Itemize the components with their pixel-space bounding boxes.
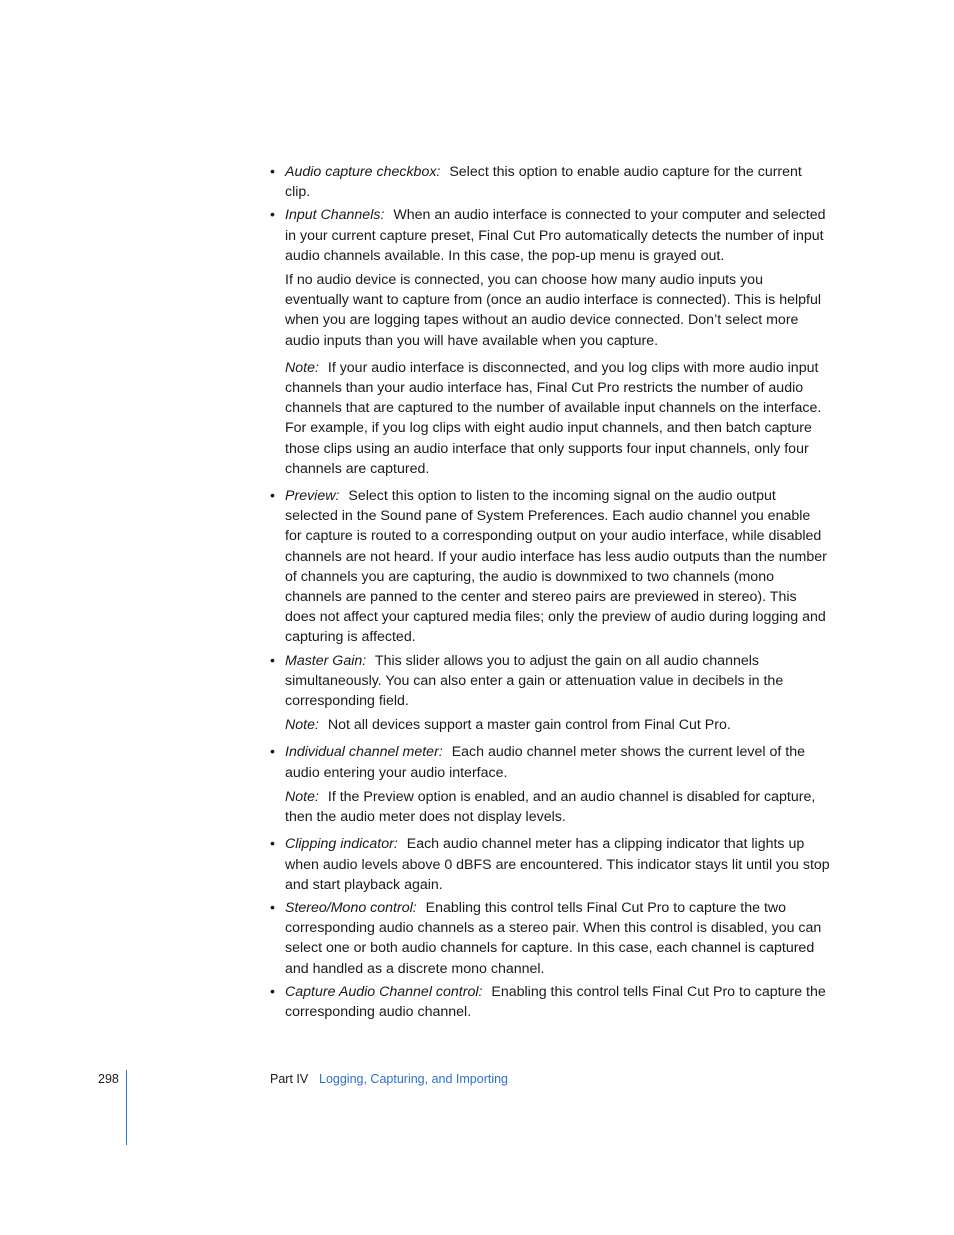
item-text: Each audio channel meter shows the current level of the audio entering your audio interface. (285, 744, 806, 781)
list-item (270, 982, 830, 1022)
note-label: Note: (285, 359, 319, 376)
bullet-icon: • (270, 899, 275, 916)
page-number: 298 (98, 1072, 119, 1086)
note-text: Not all devices support a master gain control from Final Cut Pro. (327, 717, 731, 734)
list-item (270, 486, 830, 648)
note-paragraph (270, 358, 830, 479)
item-term: Stereo/Mono control: (285, 899, 417, 916)
bullet-icon: • (270, 652, 275, 669)
list-item (270, 205, 830, 266)
item-text: Enabling this control tells Final Cut Pro to capture the two corresponding audio channels as a stereo pair. When this control is disabled, you can select one or both audio channels for capture. In this case, each channel is captured and handled as a discrete mono channel. (285, 899, 822, 977)
note-text: If the Preview option is enabled, and an audio channel is disabled for capture, then the audio meter does not display levels. (285, 788, 816, 826)
part-label: Part IV (270, 1072, 309, 1086)
item-text: Select this option to enable audio capture for the current clip. (285, 164, 802, 201)
list-item (270, 834, 830, 895)
page-body (270, 162, 830, 1025)
list-item (270, 651, 830, 712)
bullet-icon: • (270, 164, 275, 180)
item-term: Preview: (285, 488, 340, 505)
note-paragraph (270, 787, 830, 827)
note-paragraph (270, 715, 830, 735)
item-text: Each audio channel meter has a clipping indicator that lights up when audio levels above 0 dBFS are encountered. This indicator stays lit until you stop and start playback again. (285, 836, 830, 893)
note-label: Note: (285, 788, 319, 805)
item-term: Clipping indicator: (285, 836, 398, 853)
list-item (270, 162, 830, 202)
item-term: Audio capture checkbox: (285, 164, 441, 180)
item-text: Enabling this control tells Final Cut Pro to capture the corresponding audio channel. (285, 983, 826, 1020)
bullet-icon: • (270, 983, 275, 1000)
note-label: Note: (285, 717, 319, 734)
item-term: Individual channel meter: (285, 744, 443, 761)
item-text: When an audio interface is connected to your computer and selected in your current capture preset, Final Cut Pro automatically detects the number of input audio channels available. In this case, the pop-up menu is grayed out. (285, 207, 826, 264)
item-term: Capture Audio Channel control: (285, 983, 483, 1000)
bullet-icon: • (270, 488, 275, 505)
item-term: Master Gain: (285, 652, 367, 669)
item-text: Select this option to listen to the incoming signal on the audio output selected in the Sound pane of System Preferences. Each audio channel you enable for capture is routed to a corresponding output on your audio interface, while disabled channels are not heard. If your audio interface has less audio outputs than the number of channels you are capturing, the audio is downmixed to two channels (mono channels are panned to the center and stereo pairs are previewed in stereo). This does not affect your captured media files; only the preview of audio during logging and capturing is affected. (285, 488, 827, 646)
bullet-icon: • (270, 836, 275, 853)
footer-rule (126, 1070, 127, 1145)
note-text: If your audio interface is disconnected, and you log clips with more audio input channels than your audio interface has, Final Cut Pro restricts the number of audio channels that are captured to the number of available input channels on the interface. For example, if you log clips with eight audio input channels, and then batch capture those clips using an audio interface that only supports four input channels, only four channels are captured. (285, 359, 822, 477)
body-paragraph: If no audio device is connected, you can choose how many audio inputs you eventually want to capture from (once an audio interface is connected). This is helpful when you are logging tapes without an audio device connected. Don’t select more audio inputs than you will have available when you capture. (285, 272, 822, 349)
list-item (270, 898, 830, 979)
item-text: This slider allows you to adjust the gain on all audio channels simultaneously. You can also enter a gain or attenuation value in decibels in the corresponding field. (285, 652, 784, 710)
item-term: Input Channels: (285, 207, 385, 224)
bullet-icon: • (270, 744, 275, 761)
bullet-icon: • (270, 207, 275, 224)
list-item (270, 742, 830, 782)
chapter-link[interactable]: Logging, Capturing, and Importing (319, 1072, 509, 1086)
